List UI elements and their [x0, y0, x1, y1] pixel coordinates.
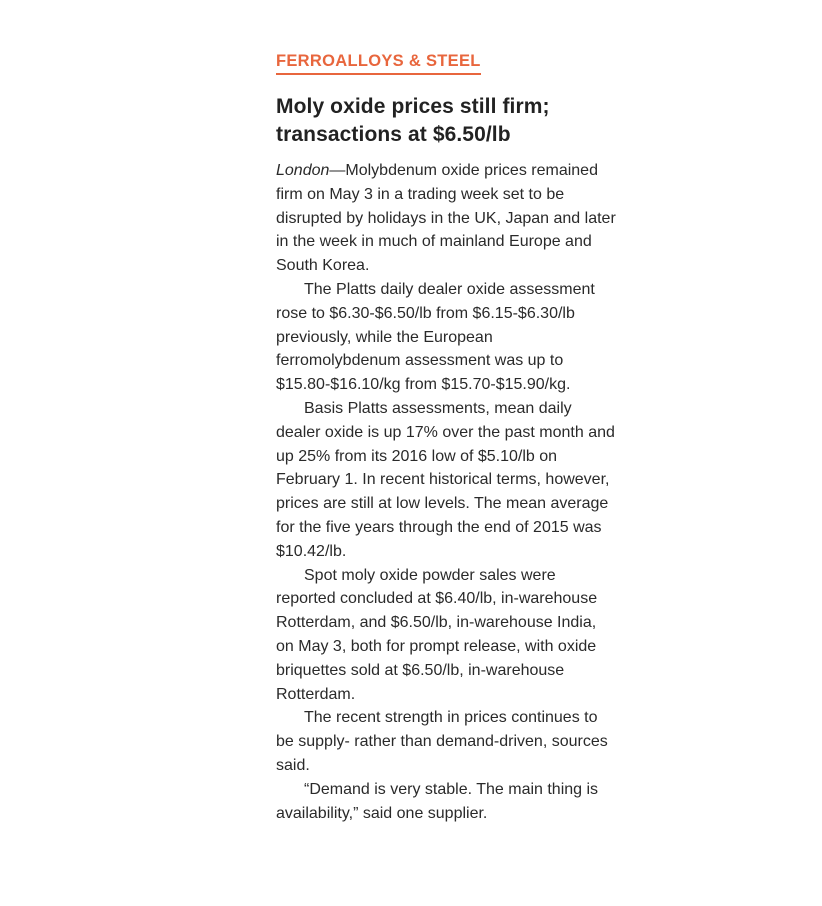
paragraph-2: The Platts daily dealer oxide assessment rose to $6.30-$6.50/lb from $6.15-$6.30/lb previously, while the European ferromolybdenum assessment was up to $15.80-$16.10/kg from $15.70-$15.90/kg. — [276, 280, 595, 394]
paragraph-4: Spot moly oxide powder sales were reported concluded at $6.40/lb, in-warehouse Rotterdam, and $6.50/lb, in-warehouse India, on May 3, both for prompt release, with oxide briquettes sold at $6.50/lb, in-warehouse Rotterdam. — [276, 566, 598, 703]
paragraph-1-text: —Molybdenum oxide prices remained firm on May 3 in a trading week set to be disrupted by holidays in the UK, Japan and later in the week in much of mainland Europe and South Korea. — [276, 162, 616, 275]
article — [276, 50, 616, 825]
article-headline — [276, 93, 616, 149]
paragraph-5: The recent strength in prices continues to be supply- rather than demand-driven, sources said. — [276, 709, 608, 774]
headline-line-2: transactions at $6.50/lb — [276, 123, 511, 146]
dateline: London — [276, 162, 330, 179]
paragraph-6: “Demand is very stable. The main thing is availability,” said one supplier. — [276, 780, 599, 822]
section-tag[interactable]: FERROALLOYS & STEEL — [276, 50, 481, 75]
article-body — [276, 159, 616, 825]
paragraph-1 — [276, 159, 616, 278]
headline-line-1: Moly oxide prices still firm; — [276, 95, 550, 118]
paragraph-3: Basis Platts assessments, mean daily dealer oxide is up 17% over the past month and up 25% from its 2016 low of $5.10/lb on February 1. In recent historical terms, however, prices are still at low levels. The mean average for the five years through the end of 2015 was $10.42/lb. — [276, 399, 615, 560]
